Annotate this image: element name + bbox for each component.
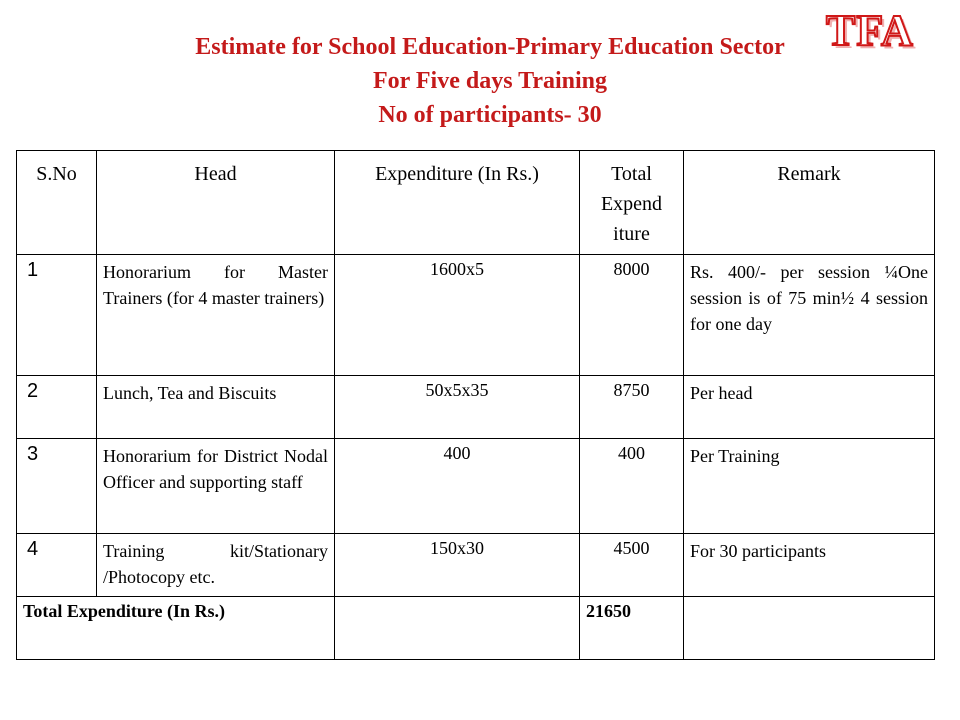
row-remark: Per Training <box>684 439 935 534</box>
header-sno: S.No <box>17 151 97 255</box>
row-head: Training kit/Stationary /Photocopy etc. <box>97 534 335 597</box>
row-head: Honorarium for District Nodal Officer and supporting staff <box>97 439 335 534</box>
row-sno: 1 <box>17 255 97 376</box>
header-head: Head <box>97 151 335 255</box>
table-footer-row <box>17 597 935 660</box>
tfa-logo: TFA <box>826 6 914 55</box>
total-label: Total Expenditure (In Rs.) <box>17 597 335 660</box>
table-row <box>17 439 935 534</box>
row-remark: Rs. 400/- per session ¼One session is of 75 min½ 4 session for one day <box>684 255 935 376</box>
row-head: Honorarium for Master Trainers (for 4 master trainers) <box>97 255 335 376</box>
title-line-2: For Five days Training <box>372 68 608 94</box>
row-head: Lunch, Tea and Biscuits <box>97 376 335 439</box>
table-row <box>17 376 935 439</box>
row-sno: 4 <box>17 534 97 597</box>
row-total: 8750 <box>580 376 684 439</box>
total-value: 21650 <box>580 597 684 660</box>
row-total: 8000 <box>580 255 684 376</box>
row-total: 4500 <box>580 534 684 597</box>
title-line-1: Estimate for School Education-Primary Education Sector <box>195 34 785 60</box>
row-expenditure: 150x30 <box>335 534 580 597</box>
table-header-row <box>17 151 935 255</box>
row-sno: 3 <box>17 439 97 534</box>
row-remark: For 30 participants <box>684 534 935 597</box>
table-row <box>17 534 935 597</box>
row-total: 400 <box>580 439 684 534</box>
header-remark: Remark <box>684 151 935 255</box>
header-expenditure: Expenditure (In Rs.) <box>335 151 580 255</box>
page-title <box>0 30 960 132</box>
estimate-table <box>16 150 935 660</box>
row-expenditure: 1600x5 <box>335 255 580 376</box>
header-total-expenditure: Total Expend iture <box>580 151 684 255</box>
row-sno: 2 <box>17 376 97 439</box>
row-expenditure: 400 <box>335 439 580 534</box>
row-remark: Per head <box>684 376 935 439</box>
title-line-3: No of participants- 30 <box>378 102 602 128</box>
total-expenditure-empty <box>335 597 580 660</box>
row-expenditure: 50x5x35 <box>335 376 580 439</box>
total-remark-empty <box>684 597 935 660</box>
table-row <box>17 255 935 376</box>
